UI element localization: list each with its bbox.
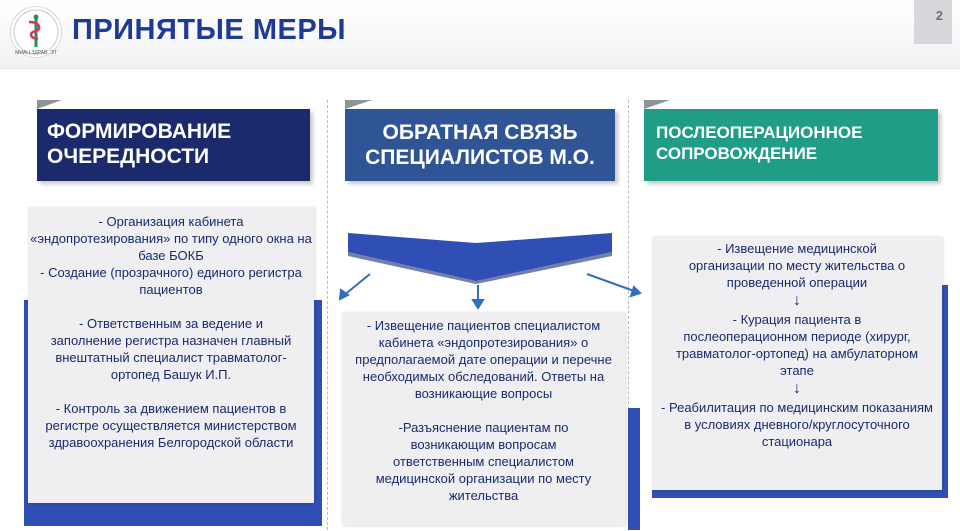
card-queue-formation — [28, 207, 314, 503]
list-item: - Извещение пациентов специалистом кабинета «эндопротезирования» о предполагаемой дате операции и перечне необходимых обследований. Ответы на возникающие вопросы — [355, 318, 612, 401]
logo-caption: МИАЦ ЗДРАВ. ЭТ — [15, 50, 57, 56]
list-item: - Контроль за движением пациентов в регистре осуществляется министерством здравоохранения Белгородской области — [45, 401, 297, 450]
corner-tab-icon — [644, 100, 670, 109]
list-item: - Реабилитация по медицинским показаниям в условиях дневного/круглосуточного стационара — [661, 400, 933, 449]
arrow-down-icon: ↓ — [793, 380, 801, 397]
page-number: 2 — [935, 8, 943, 23]
arrowhead-icon — [340, 290, 348, 299]
arrow-left-icon — [343, 274, 370, 296]
list-item: - Создание (прозрачного) единого регистра пациентов — [40, 265, 302, 297]
list-item: - Ответственным за ведение и заполнение регистра назначен главный внештатный специалист травматолог-ортопед Башук И.П. — [50, 316, 292, 382]
corner-tab-icon — [345, 100, 372, 109]
heading-line: СОПРОВОЖДЕНИЕ — [656, 144, 818, 163]
list-item: - Курация пациента в послеоперационном периоде (хирург, травматолог-ортопед) на амбулаторном этапе — [675, 312, 919, 378]
card-accent — [652, 490, 948, 498]
heading-line: ОБРАТНАЯ СВЯЗЬ — [382, 121, 578, 144]
heading-line: ФОРМИРОВАНИЕ — [47, 120, 232, 143]
corner-tab-icon — [37, 100, 62, 109]
arrowhead-icon — [631, 287, 640, 296]
arrow-right-icon — [587, 274, 634, 291]
heading-line: СПЕЦИАЛИСТОВ М.О. — [365, 146, 595, 169]
card-accent — [628, 408, 640, 530]
list-item: - Организация кабинета «эндопротезирования» по типу одного окна на базе БОКБ — [30, 214, 312, 263]
list-item: -Разъяснение пациентам по возникающим вопросам ответственным специалистом медицинской организации по месту жительства — [375, 420, 592, 503]
chevron-down-icon — [348, 233, 612, 281]
arrowhead-icon — [473, 300, 483, 308]
page-title: ПРИНЯТЫЕ МЕРЫ — [72, 14, 347, 46]
heading-line: ПОСЛЕОПЕРАЦИОННОЕ — [656, 123, 863, 142]
list-item: - Извещение медицинской организации по месту жительства о проведенной операции — [688, 241, 906, 290]
arrow-down-icon: ↓ — [793, 292, 801, 309]
heading-line: ОЧЕРЕДНОСТИ — [47, 145, 210, 168]
card-feedback — [342, 312, 625, 525]
card-postoperative — [652, 236, 942, 490]
